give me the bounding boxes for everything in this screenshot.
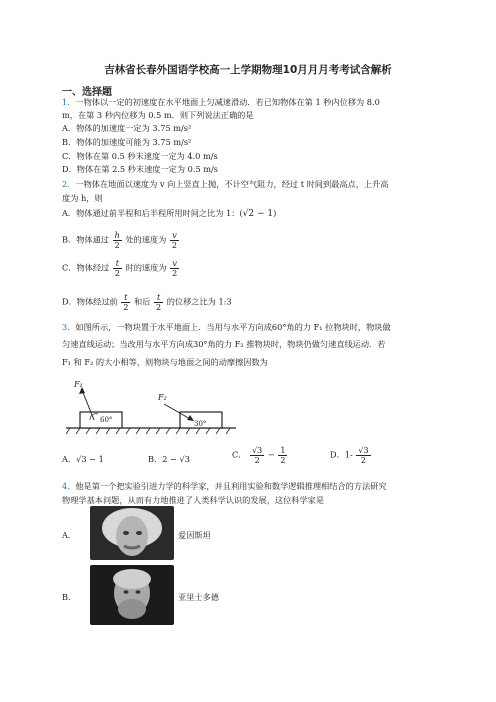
q1-number: 1． xyxy=(62,97,76,107)
q1-option-d: D．物体在第 2.5 秒末速度一定为 0.5 m/s xyxy=(62,164,218,174)
q2-option-a xyxy=(62,208,276,220)
q2-c-frac-v: $\frac{v}{2}$ xyxy=(172,259,178,278)
q4-option-a-name: 爱因斯坦 xyxy=(178,530,211,540)
q3-stem-text1: 如图所示，一物块置于水平地面上．当用与水平方向成60°角的力 F₁ 拉物块时，物块做 xyxy=(75,322,391,332)
q2-b-frac-v: $\frac{v}{2}$ xyxy=(171,231,177,250)
q1-option-b: B．物体的加速度可能为 3.75 m/s² xyxy=(62,137,192,147)
q2-c-pre: C．物体经过 xyxy=(62,262,110,273)
q3-number: 3． xyxy=(62,322,76,332)
q2-option-c xyxy=(62,259,180,278)
q4-stem-line1 xyxy=(62,481,387,492)
q3-option-d: D．1- $\frac{√3}{2}$ xyxy=(330,446,369,465)
q1-stem-line1 xyxy=(62,97,380,108)
q3-stem-line1 xyxy=(62,322,391,333)
q2-b-frac-h: $\frac{h}{2}$ xyxy=(114,231,120,250)
q1-option-c: C．物体在第 0.5 秒末速度一定为 4.0 m/s xyxy=(62,151,218,161)
q4-option-b-label: B． xyxy=(62,592,77,602)
q2-d-frac-t1: $\frac{t}{2}$ xyxy=(123,293,129,312)
q2-stem-line1 xyxy=(62,179,388,190)
q4-option-a-label: A． xyxy=(62,530,77,540)
q2-d-mid: 和后 xyxy=(134,296,151,307)
q1-option-a: A．物体的加速度一定为 3.75 m/s² xyxy=(62,123,192,133)
f2-angle-label: 30° xyxy=(194,420,207,428)
q2-a-post: ) xyxy=(273,208,277,218)
portrait-photo-a xyxy=(90,506,174,560)
q4-stem-line2: 物理学基本问题，从而有力地推进了人类科学认识的发展，这位科学家是 xyxy=(62,495,325,505)
q2-b-pre: B．物体通过 xyxy=(62,234,109,245)
q2-d-pre: D．物体经过前 xyxy=(62,296,118,307)
q2-d-post: 的位移之比为 1:3 xyxy=(166,296,232,307)
q4-stem-text1: 他是第一个把实验引进力学的科学家，并且利用实验和数学逻辑推理相结合的方法研究 xyxy=(75,481,387,491)
q1-stem-text1: 一物体以一定的初速度在水平地面上匀减速滑动．若已知物体在第 1 秒内位移为 8.0 xyxy=(75,97,380,107)
q2-b-mid: 处的速度为 xyxy=(125,234,167,245)
q2-number: 2． xyxy=(62,179,76,189)
q3-option-a: A．√3 − 1 xyxy=(62,454,104,464)
ground-hatching xyxy=(66,428,230,434)
q2-stem-line2: 度为 h，则 xyxy=(62,193,103,203)
q2-a-pre: A．物体通过前半程和后半程所用时间之比为 1：( xyxy=(62,208,243,218)
q3-option-c: C． $\frac{√3}{2}$ − $\frac{1}{2}$ xyxy=(232,446,286,465)
q2-stem-text1: 一物体在地面以速度为 v 向上竖直上抛，不计空气阻力，经过 t 时间到最高点，上升高 xyxy=(75,179,389,189)
q3-option-b: B．2 − √3 xyxy=(148,454,190,464)
q2-option-b xyxy=(62,231,180,250)
q3-stem-line3: F₁ 和 F₂ 的大小相等，则物块与地面之间的动摩擦因数为 xyxy=(62,357,268,367)
q2-a-radical: √2 − 1 xyxy=(242,209,274,219)
q2-d-frac-t2: $\frac{t}{2}$ xyxy=(156,293,162,312)
q2-c-mid: 时的速度为 xyxy=(125,262,167,273)
q3-force-diagram xyxy=(60,374,240,438)
q4-number: 4． xyxy=(62,481,76,491)
section-heading: 一、选择题 xyxy=(62,87,112,98)
q2-c-frac-t: $\frac{t}{2}$ xyxy=(114,259,120,278)
q2-option-d xyxy=(62,293,232,312)
f1-label: F₁ xyxy=(74,380,83,389)
q4-option-b-name: 亚里士多德 xyxy=(178,592,219,602)
f1-angle-label: 60° xyxy=(100,416,113,424)
portrait-photo-b xyxy=(90,565,174,625)
f2-label: F₂ xyxy=(158,393,167,402)
document-title: 吉林省长春外国语学校高一上学期物理10月月月考考试含解析 xyxy=(104,64,392,76)
q3-stem-line2: 匀速直线运动；当改用与水平方向成30°角的力 F₂ 推物块时，物块仍做匀速直线运动．若 xyxy=(62,339,386,349)
q1-stem-line2: m，在第 3 秒内位移为 0.5 m．则下列说法正确的是 xyxy=(62,110,254,120)
